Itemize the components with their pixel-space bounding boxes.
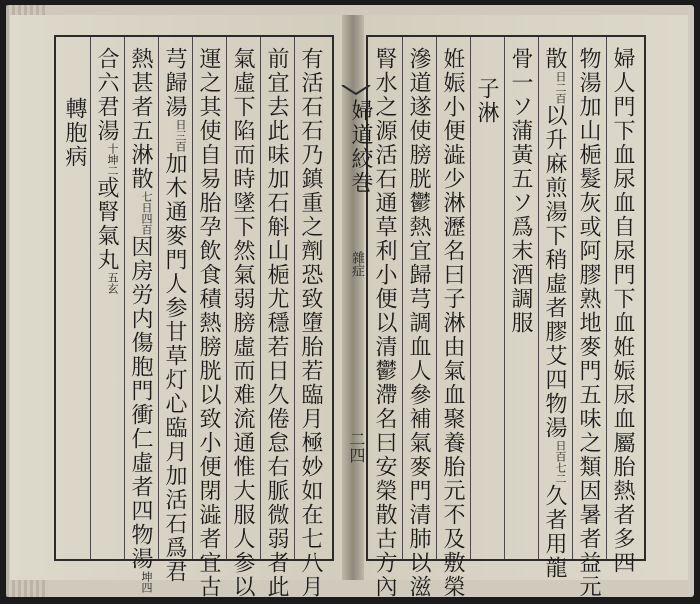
left-col-6: 熱甚者五淋散七日四百因房労内傷胞門衝仁虛者四物湯坤四 [128, 47, 153, 593]
left-col-8: 轉胞病 [62, 97, 87, 169]
right-col-1: 婦人門下血尿血自尿門下血姙娠尿血屬胎熱者多四 [610, 47, 635, 575]
left-col-7: 合六君湯十坤二或腎氣丸五玄 [94, 47, 119, 294]
right-col-2: 物湯加山梔髮灰或阿膠熟地麥門五味之類因暑者益元 [576, 47, 601, 599]
left-col-1: 有活石石乃鎮重之劑恐致墮胎若臨月極妙如在七八月 [298, 47, 323, 599]
right-col-4: 骨一ソ蒲黃五ソ爲末酒調服 [508, 47, 533, 335]
center-tab [343, 91, 373, 471]
right-col-5-heading: 子淋 [474, 77, 499, 125]
left-col-3: 氣虛下陷而時墜下然氣弱膀虛而难流通惟大服人参以 [230, 47, 255, 599]
left-col-2: 前宜去此味加石斛山梔尤穩若日久倦怠右脈微弱者此 [264, 47, 289, 599]
left-col-4: 運之其使自易胎孕飲食積熱膀胱以致小便閉澁者宜古 [196, 47, 221, 599]
left-text-frame [54, 35, 334, 599]
section-label: 雜症 [349, 251, 364, 277]
right-col-8: 腎水之源活石通草利小便以清鬱滯名曰安榮散古方內 [372, 47, 397, 599]
left-col-5: 芎歸湯日三百加木通麥門人参甘草灯心臨月加活石爲君 [162, 47, 187, 584]
book-title: 婦道絞巻 [348, 99, 373, 195]
right-col-3: 散日二百以升麻煎湯下稍虛者膠艾四物湯日百七二久者用龍 [542, 47, 567, 580]
book-spread [6, 5, 694, 597]
right-col-7: 滲道遂使膀胱鬱熱宜歸芎調血人參補氣麥門清肺以滋 [406, 47, 431, 599]
right-col-6: 姙娠小便澁少淋瀝名曰子淋由氣血聚養胎元不及敷榮 [440, 47, 465, 599]
page-number: 二四 [347, 431, 366, 463]
right-text-frame [366, 35, 646, 599]
